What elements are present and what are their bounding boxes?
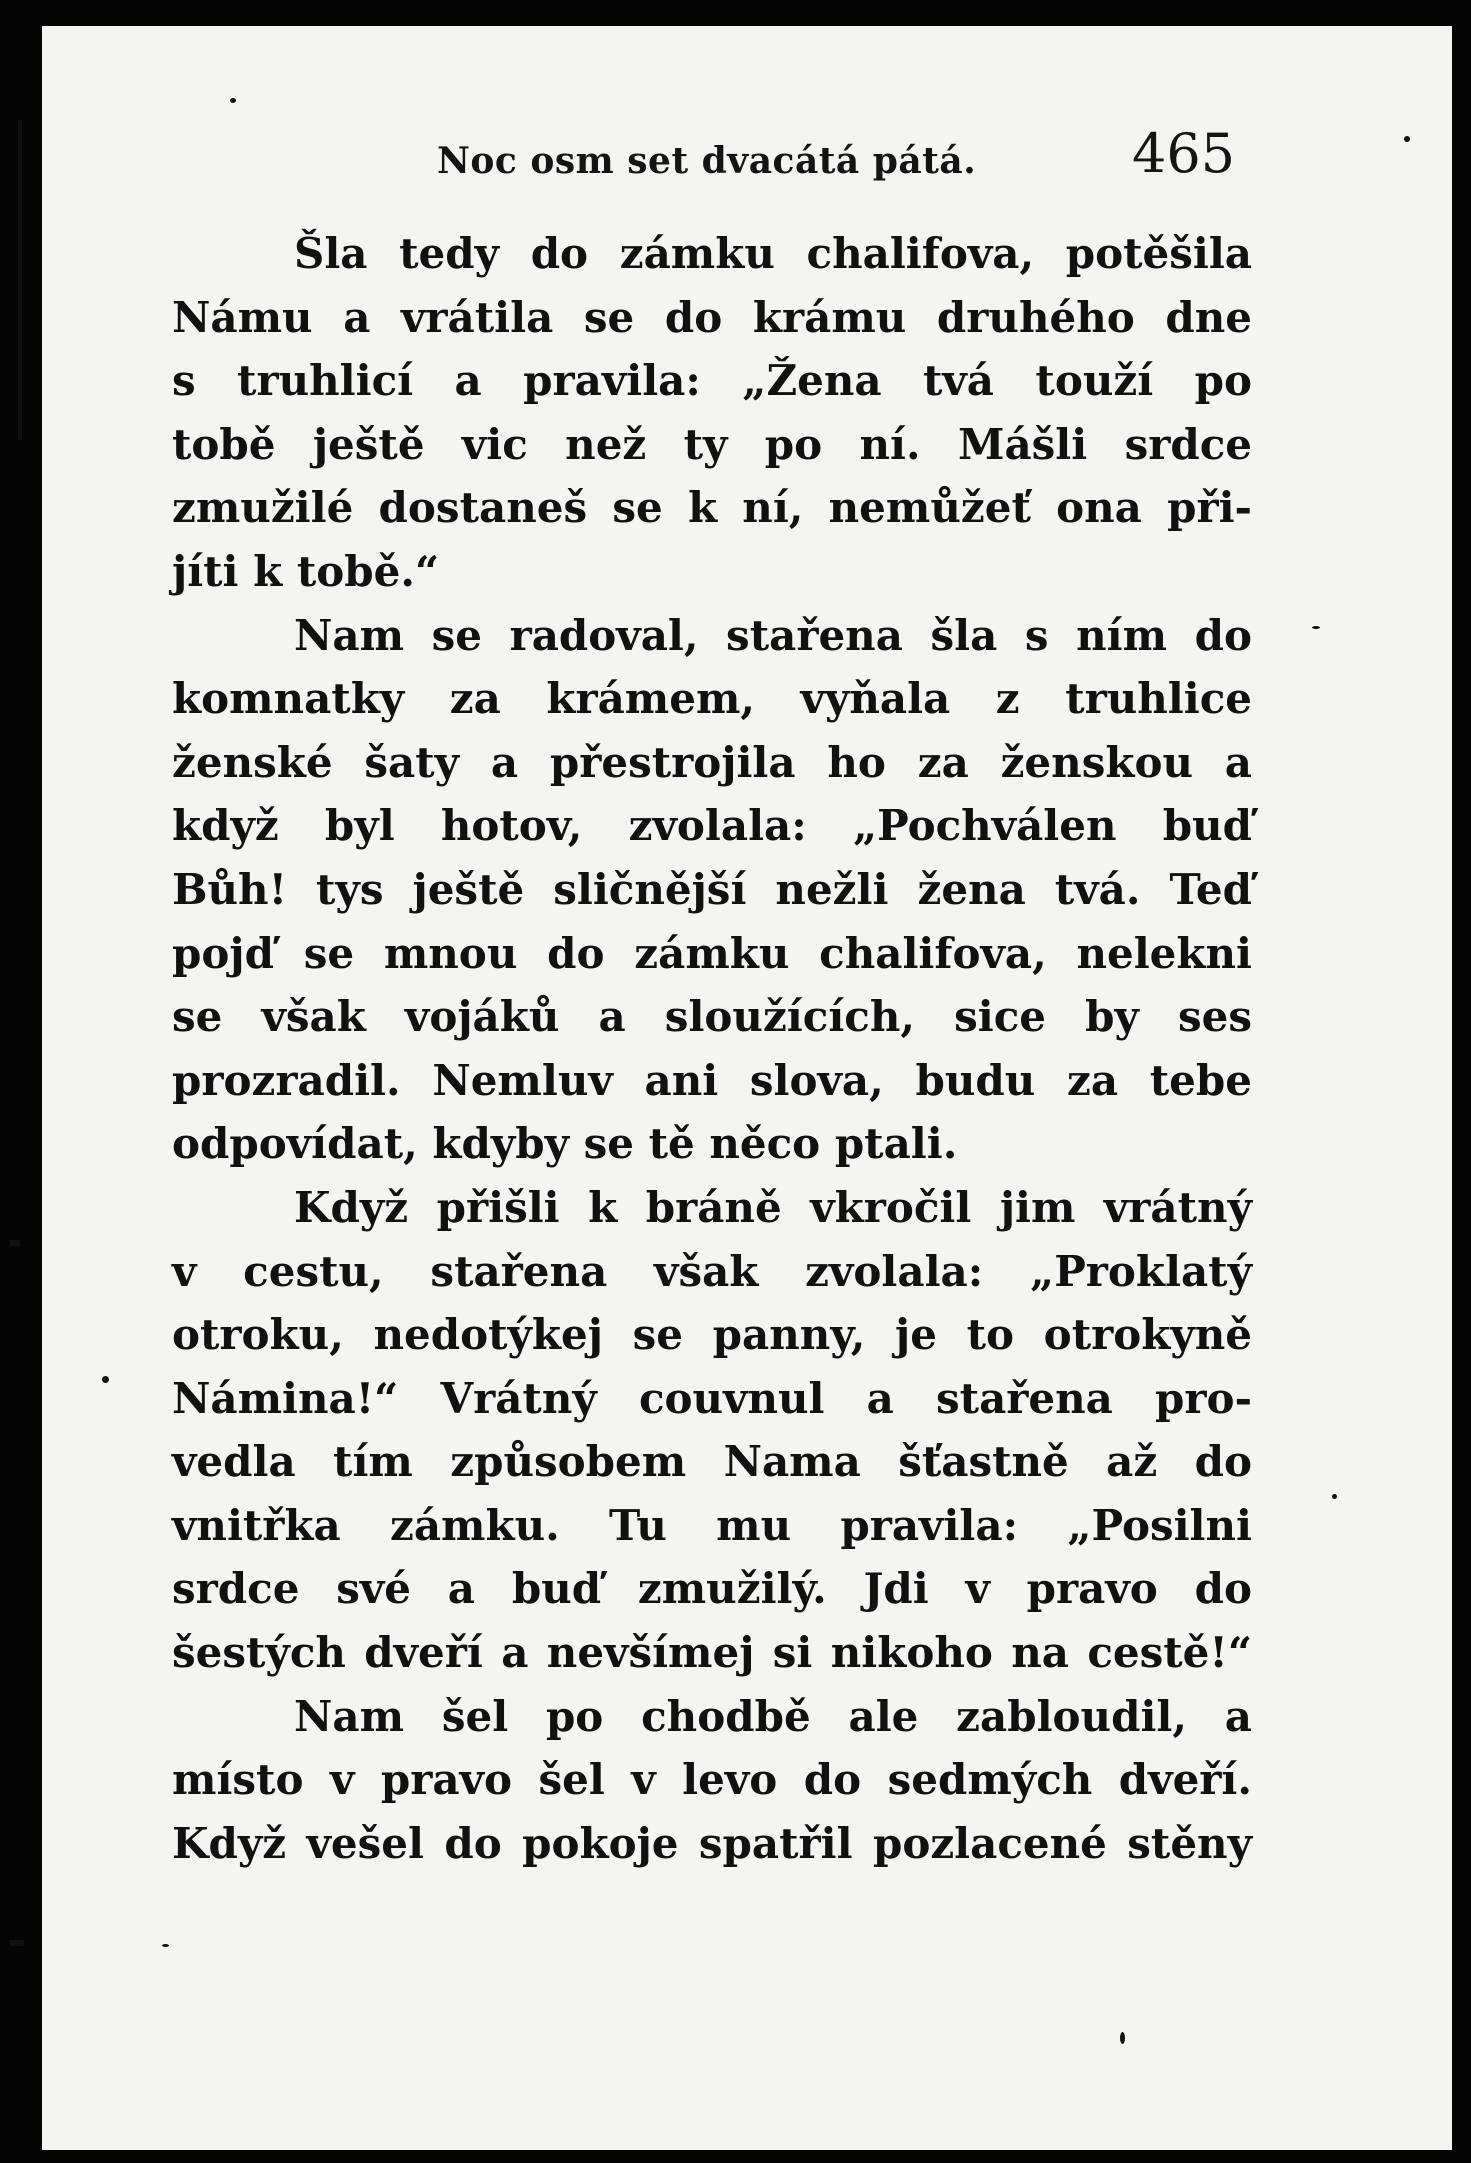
- chapter-heading: Noc osm set dvacátá pátá.: [437, 140, 977, 182]
- scan-speck: [230, 98, 236, 103]
- text-line: ženské šaty a přestrojila ho za ženskou a: [172, 737, 1252, 787]
- text-line: šestých dveří a nevšímej si nikoho na cestě!“: [172, 1628, 1252, 1678]
- scan-speck: [1332, 1494, 1337, 1499]
- text-line: pojď se mnou do zámku chalifova, nelekni: [172, 928, 1252, 978]
- text-line: když byl hotov, zvolala: „Pochválen buď: [172, 801, 1252, 851]
- text-line: Když vešel do pokoje spatřil pozlacené stěny: [172, 1818, 1252, 1868]
- scan-speck: [1312, 626, 1320, 629]
- text-line: vnitřka zámku. Tu mu pravila: „Posilni: [172, 1500, 1252, 1550]
- text-line: srdce své a buď zmužilý. Jdi v pravo do: [172, 1564, 1252, 1614]
- book-page: [42, 26, 1452, 2150]
- text-line: místo v pravo šel v levo do sedmých dveří.: [172, 1755, 1252, 1805]
- page-body-text: [172, 222, 1252, 1875]
- text-line: Námina!“ Vrátný couvnul a stařena pro-: [172, 1373, 1252, 1423]
- text-line: tobě ještě vic než ty po ní. Mášli srdce: [172, 419, 1252, 469]
- text-line: Šla tedy do zámku chalifova, potěšila: [294, 229, 1252, 278]
- scan-speck: [1120, 2032, 1125, 2044]
- text-line: jíti k tobě.“: [172, 546, 440, 596]
- text-line: zmužilé dostaneš se k ní, nemůžeť ona při-: [172, 483, 1252, 533]
- binding-edge: [10, 1940, 24, 1946]
- text-line: odpovídat, kdyby se tě něco ptali.: [172, 1119, 958, 1169]
- text-line: Nam se radoval, stařena šla s ním do: [294, 610, 1252, 660]
- text-line: otroku, nedotýkej se panny, je to otrokyně: [172, 1310, 1252, 1360]
- scan-speck: [162, 1944, 169, 1947]
- text-line: v cestu, stařena však zvolala: „Proklatý: [172, 1246, 1252, 1296]
- text-line: Když přišli k bráně vkročil jim vrátný: [294, 1182, 1252, 1232]
- binding-edge: [18, 120, 22, 440]
- text-line: Námu a vrátila se do krámu druhého dne: [172, 292, 1252, 342]
- running-head: [42, 122, 1452, 212]
- text-line: s truhlicí a pravila: „Žena tvá touží po: [172, 356, 1252, 406]
- text-line: komnatky za krámem, vyňala z truhlice: [172, 674, 1252, 724]
- text-line: se však vojáků a sloužících, sice by ses: [172, 992, 1252, 1042]
- scan-speck: [102, 1376, 109, 1383]
- text-line: Nam šel po chodbě ale zabloudil, a: [294, 1691, 1252, 1741]
- text-line: vedla tím způsobem Nama šťastně až do: [172, 1437, 1252, 1487]
- text-line: prozradil. Nemluv ani slova, budu za tebe: [172, 1055, 1252, 1105]
- binding-edge: [10, 1240, 20, 1246]
- scan-speck: [1404, 136, 1410, 142]
- page-number: 465: [1132, 122, 1236, 185]
- text-line: Bůh! tys ještě sličnější nežli žena tvá. Teď: [172, 864, 1252, 914]
